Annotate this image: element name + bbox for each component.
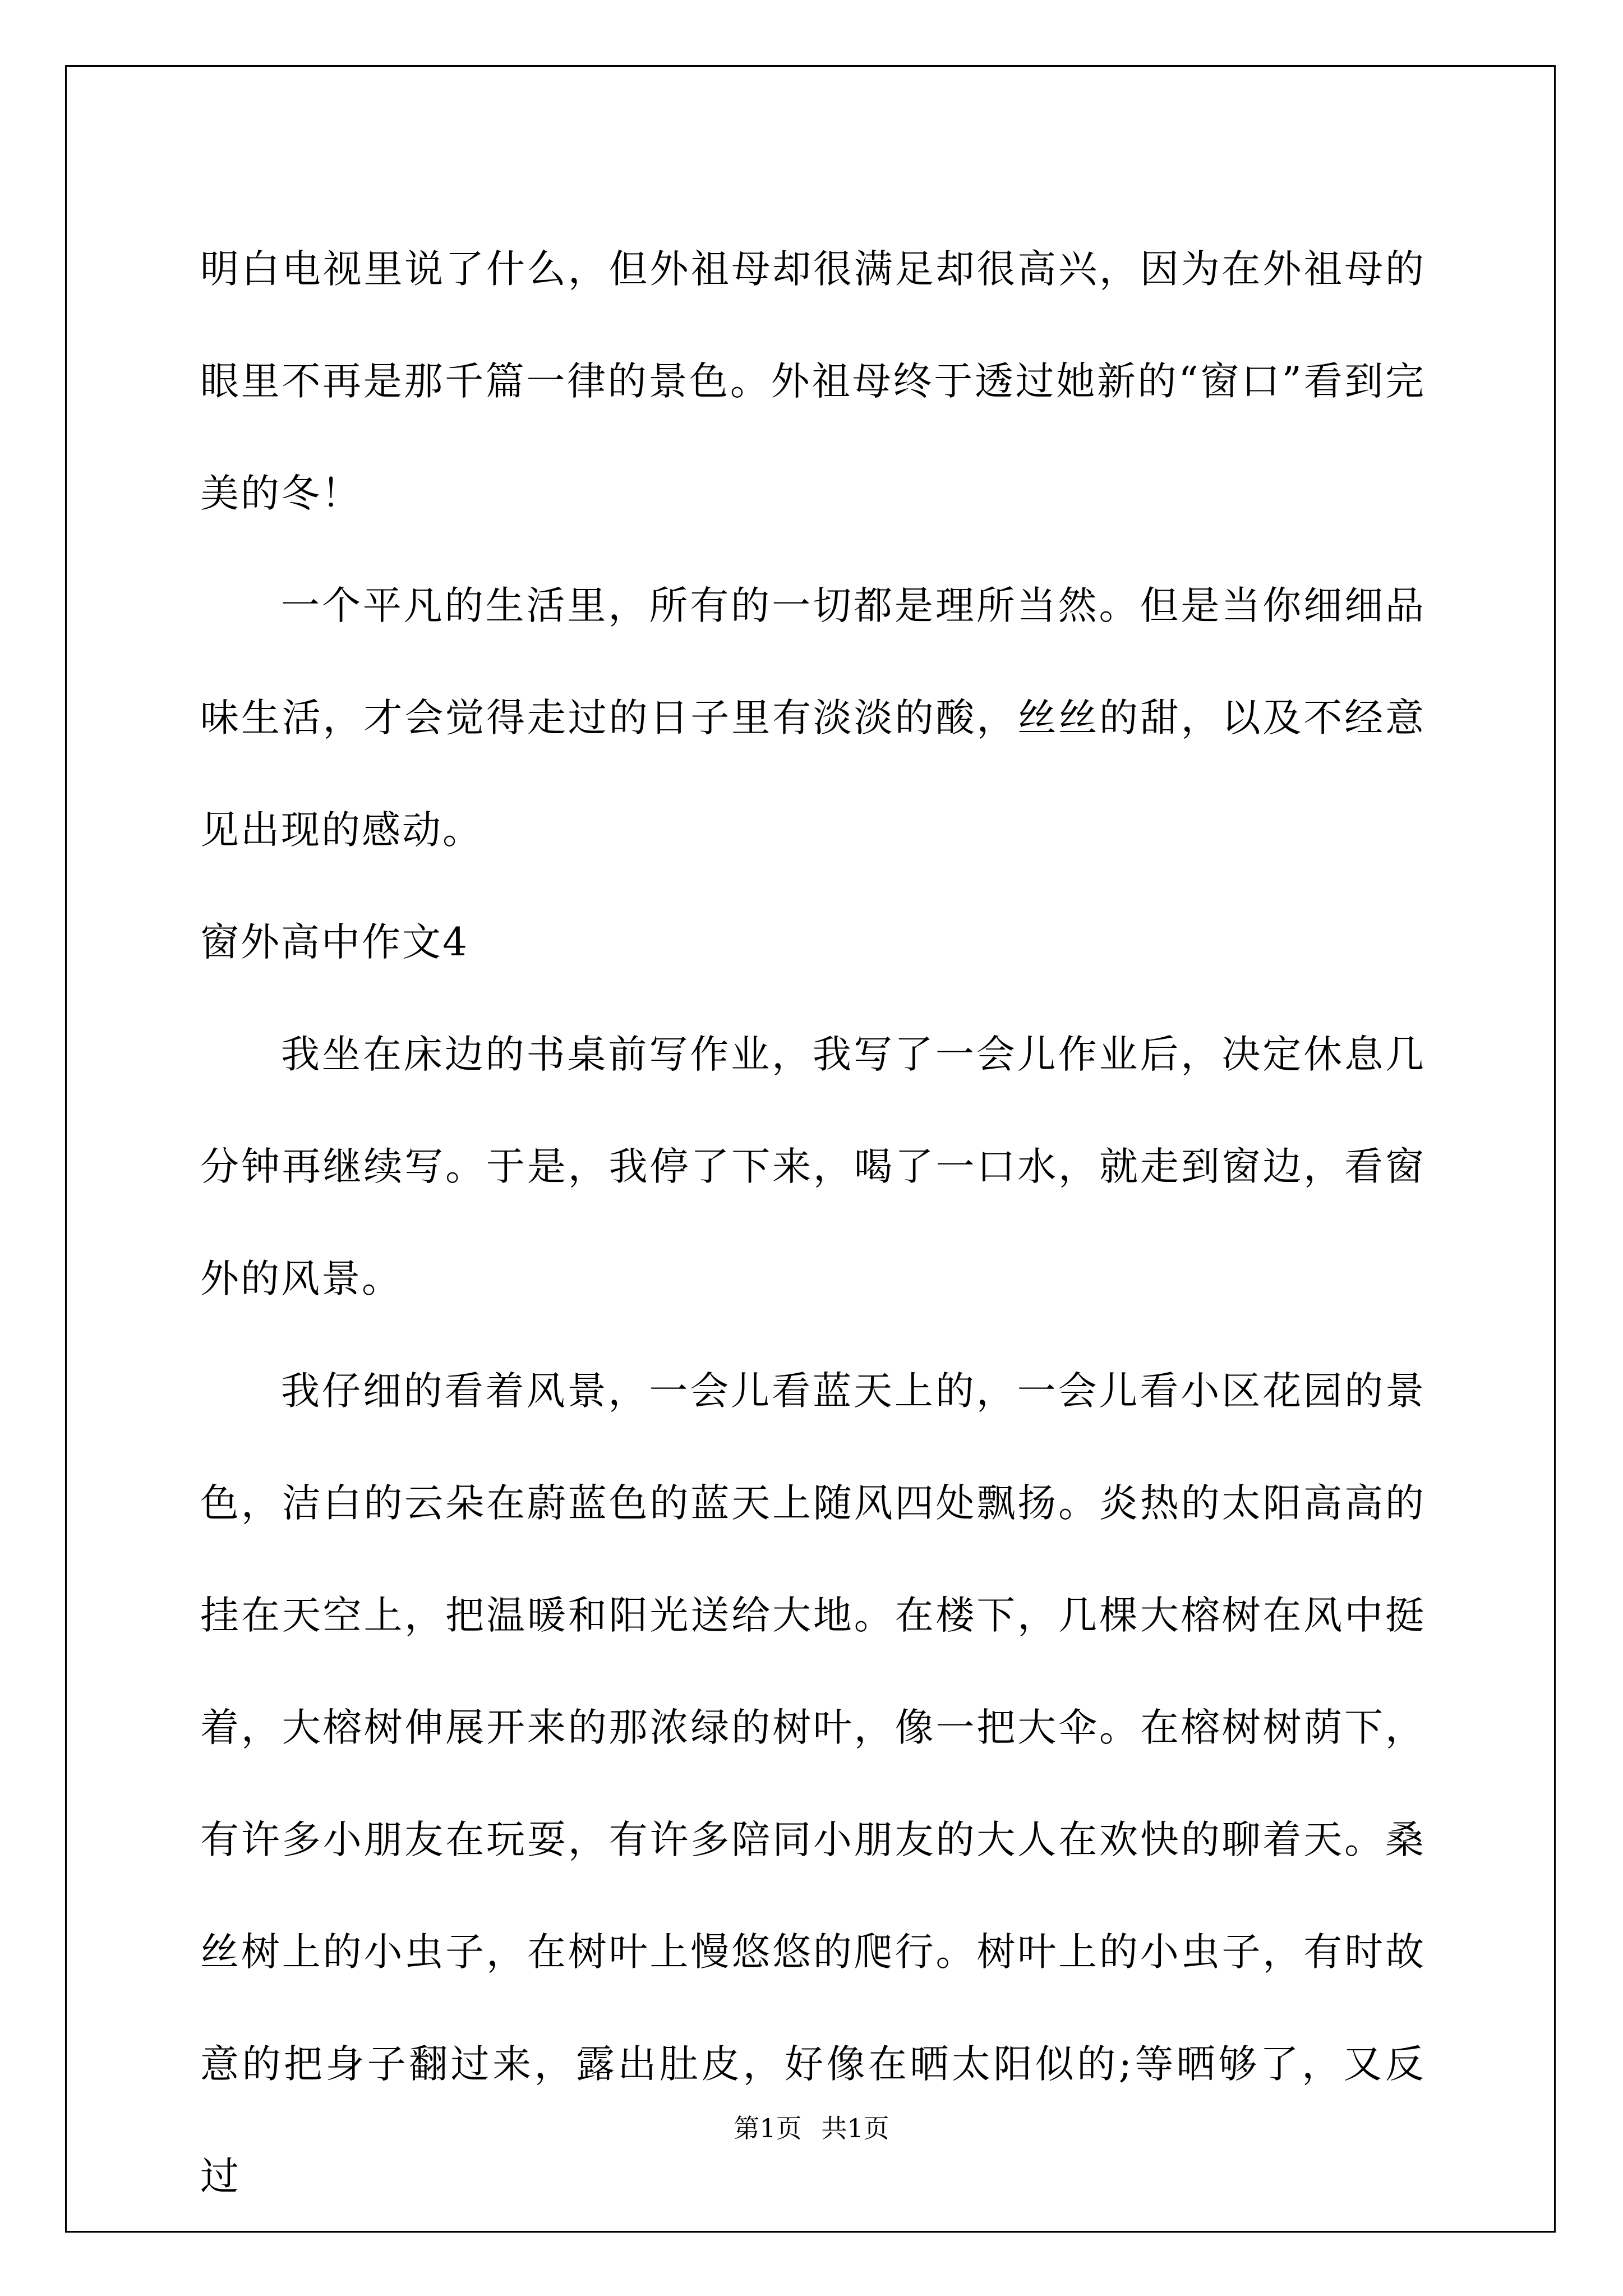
page-number-current: 第1页 [734,2113,802,2143]
paragraph: 我仔细的看着风景，一会儿看蓝天上的，一会儿看小区花园的景色，洁白的云朵在蔚蓝色的蓝天上随风四处飘扬。炎热的太阳高高的挂在天空上，把温暖和阳光送给大地。在楼下，几棵大榕树在风中挺着，大榕树伸展开来的那浓绿的树叶，像一把大伞。在榕树树荫下，有许多小朋友在玩耍，有许多陪同小朋友的大人在欢快的聊着天。桑丝树上的小虫子，在树叶上慢悠悠的爬行。树叶上的小虫子，有时故意的把身子翻过来，露出肚皮，好像在晒太阳似的;等晒够了，又反过 [200,1369,1426,2199]
paragraph: 我坐在床边的书桌前写作业，我写了一会儿作业后，决定休息几分钟再继续写。于是，我停了下来，喝了一口水，就走到窗边，看窗外的风景。 [200,1032,1426,1301]
paragraph-continued: 明白电视里说了什么，但外祖母却很满足却很高兴，因为在外祖母的眼里不再是那千篇一律的景色。外祖母终于透过她新的“窗口”看到完美的冬！ [200,247,1426,516]
paragraph: 一个平凡的生活里，所有的一切都是理所当然。但是当你细细品味生活，才会觉得走过的日子里有淡淡的酸，丝丝的甜，以及不经意见出现的感动。 [200,583,1426,853]
page-number-total: 共1页 [821,2113,889,2143]
section-heading: 窗外高中作文4 [200,920,469,965]
page-footer [0,2111,1623,2145]
document-body [200,213,1426,2233]
